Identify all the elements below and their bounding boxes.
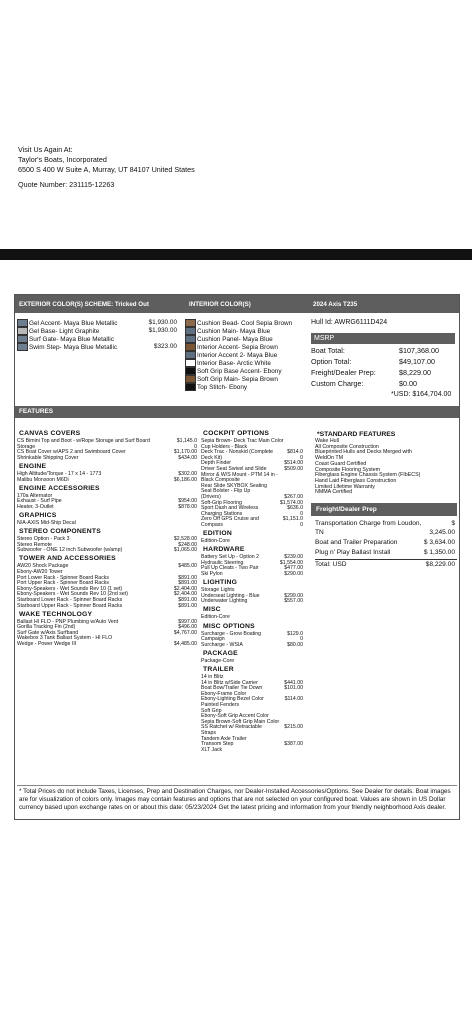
feature-item: Charging Stations — [201, 510, 243, 517]
feature-item-price: 0 — [300, 522, 303, 528]
feature-item: Hydraulic Steering — [201, 559, 244, 566]
color-swatch — [185, 383, 196, 391]
feature-item: Stereo Option - Pack 3 — [17, 536, 70, 542]
feature-item: (Drivers) — [201, 494, 221, 500]
exterior-color-price: $1,930.00 — [148, 327, 177, 334]
feature-item-price: $1,574.00 — [279, 499, 303, 506]
freight-row-label: Plug n' Play Ballast Install — [315, 549, 391, 556]
feature-item: AW20 Shock Package — [17, 563, 69, 570]
feature-item-price: $114.00 — [284, 696, 303, 703]
dealer-address: 6500 S 400 W Suite A, Murray, UT 84107 United States — [18, 165, 195, 174]
feature-item-price: $101.00 — [284, 685, 303, 692]
feature-section-title: LIGHTING — [203, 579, 238, 587]
exterior-color-price: $323.00 — [153, 343, 177, 350]
feature-item: CS Boat Cover w/APS 2 and Swimboard Cover — [17, 449, 126, 456]
header-bar — [15, 295, 459, 313]
feature-item: Tandem Axle Trailer — [201, 735, 247, 742]
feature-section-title: ENGINE ACCESSORIES — [19, 484, 100, 492]
dealer-address-block — [18, 145, 195, 175]
feature-section-title: COCKPIT OPTIONS — [203, 430, 270, 437]
feature-section-title: GRAPHICS — [19, 511, 57, 519]
feature-item: Mirror & W/S Mount - PTM 14 in - — [201, 471, 278, 478]
features-bar: FEATURES — [15, 406, 459, 418]
feature-item-price: $636.0 — [287, 505, 303, 512]
feature-item-price: $2,528.00 — [173, 536, 197, 542]
feature-item: SS Ratchet w/ Retractable — [201, 724, 262, 731]
standard-feature-item: Coast Guard Certified — [315, 460, 367, 467]
freight-total-label: Total: USD — [315, 561, 347, 568]
interior-color-label: Cushion Bead- Cool Sepia Brown — [197, 320, 293, 327]
hull-id: Hull Id: AWRG6111D424 — [311, 319, 388, 326]
feature-item: Ebony-Lighting Bezel Color — [201, 696, 264, 703]
feature-item: 170a Alternator — [17, 492, 53, 499]
disclaimer: * Total Prices do not include Taxes, Licenses, Prep and Destination Charges, nor Dealer-Installed Accessories/Options. See Dealer for details. Boat images are for visualization of colors only. Images may contain features and options that are not selected on your configured boat. Values are shown in US Dollar currency based upon exchange rates on or about this date: 05/23/2024 Get the latest pricing and information from your friendly neighborhood Axis dealer. — [17, 785, 457, 813]
feature-item: Depth Finder — [201, 460, 231, 467]
feature-item-price: $441.00 — [284, 679, 303, 686]
feature-item-price: 0 — [194, 443, 197, 450]
feature-item: Surcharge - Grow Boating — [201, 630, 261, 637]
feature-section-title: STEREO COMPONENTS — [19, 528, 101, 535]
exterior-color-label: Gel Accent- Maya Blue Metallic — [29, 320, 118, 327]
feature-item: Edition-Core — [201, 614, 230, 621]
feature-item: Surf Gate w/Axis Surfband — [17, 629, 79, 636]
price-row — [311, 346, 455, 356]
freight-row-value: $ 3,634.00 — [423, 539, 455, 546]
feature-item: Boat Bow/Trailer Tie Down — [201, 685, 263, 692]
model-title: 2024 Axis T235 — [313, 301, 358, 308]
feature-item: Transom Step — [201, 741, 234, 748]
visit-label: Visit Us Again At: — [18, 145, 73, 154]
feature-item: Wakebox 3 Tank Ballast System - HI FLO — [17, 635, 113, 642]
freight-row-label: Transportation Charge from Loudon, — [315, 520, 422, 527]
interior-color-label: Cushion Panel- Maya Blue — [197, 336, 273, 343]
feature-item-price: $267.00 — [284, 494, 303, 500]
feature-item-price: $299.00 — [284, 592, 303, 599]
feature-item: Heater, 3-Outlet — [17, 503, 54, 510]
exterior-color-row — [17, 343, 117, 352]
exterior-color-label: Surf Gate- Maya Blue Metallic — [29, 336, 114, 343]
price-label: Freight/Dealer Prep: — [311, 368, 376, 377]
exterior-color-price: $1,930.00 — [148, 319, 177, 326]
dealer-info — [0, 0, 472, 232]
feature-item-price: 0 — [300, 510, 303, 517]
feature-item: Ebony-Frame Color — [201, 690, 247, 697]
price-label: Option Total: — [311, 357, 352, 366]
freight-row-value: 3,245.00 — [429, 529, 455, 536]
feature-item: Cup Holders - Black — [201, 443, 248, 450]
feature-item-price: $557.00 — [284, 598, 303, 605]
feature-item-price: $215.00 — [284, 724, 303, 731]
feature-item: CS Bimini Top and Boot - w/Rope Storage and Surf Board — [17, 438, 150, 444]
feature-item-price: $248.00 — [178, 541, 197, 548]
feature-item: Exhaust - Surf Pipe — [17, 498, 62, 505]
feature-item: Surcharge - WSIA — [201, 641, 243, 648]
feature-item: Pull Up Cleats - Two Pair — [201, 565, 259, 572]
feature-item-price: $1,065.00 — [173, 547, 197, 554]
freight-row-label: Boat and Trailer Preparation — [315, 539, 398, 546]
feature-section-title: MISC OPTIONS — [203, 622, 255, 630]
feature-item-price: $485.00 — [178, 563, 197, 570]
interior-color-label: Top Stitch- Ebony — [197, 384, 248, 391]
feature-item-price: $2,404.00 — [173, 585, 197, 592]
interior-color-label: Interior Base- Arctic White — [197, 360, 271, 367]
feature-item: Black Composite — [201, 477, 240, 484]
standard-feature-item: Limited Lifetime Warranty — [315, 483, 375, 490]
feature-item-price: $878.00 — [178, 503, 197, 510]
feature-item-price: $80.00 — [287, 641, 303, 648]
quote-number: Quote Number: 231115-12263 — [18, 180, 115, 189]
feature-item-price: $129.0 — [287, 630, 303, 637]
feature-item: Storage — [17, 443, 36, 450]
feature-item: Ebony-Speakers - Wet Sounds Rev 10 (1 set) — [17, 585, 123, 592]
feature-item: Ballast HI FLO - PNP Plumbing w/Auto Vent — [17, 618, 119, 625]
feature-item-price: $891.00 — [178, 602, 197, 609]
feature-item: Rear Slide SKYBOX Seating — [201, 482, 268, 489]
interior-color-label: Soft Grip Main- Sepia Brown — [197, 376, 278, 383]
freight-divider — [315, 559, 457, 560]
feature-item: Stereo Remote — [17, 541, 52, 548]
feature-item: XLT Jack — [201, 746, 223, 753]
feature-item-price: $2,404.00 — [173, 591, 197, 598]
feature-section-title: HARDWARE — [203, 546, 245, 554]
feature-item-price: $891.00 — [178, 580, 197, 587]
feature-item: Driver Seat Swivel and Slide — [201, 466, 267, 472]
feature-item: Ski Pylon — [201, 571, 223, 577]
standard-features-title: *STANDARD FEATURES — [317, 431, 396, 438]
price-value: $0.00 — [399, 379, 417, 388]
standard-feature-item: Hand Laid Fiberglass Construction — [315, 477, 397, 484]
feature-item: Sport Dash and Wireless — [201, 505, 259, 512]
feature-item: Seat Bolster - Flip Up — [201, 488, 251, 495]
price-row — [311, 379, 455, 389]
divider-band — [0, 249, 472, 260]
price-label: Boat Total: — [311, 346, 345, 355]
feature-item-price: $302.00 — [178, 470, 197, 477]
feature-item: Zero Off GPS Cruise and — [201, 516, 259, 523]
color-swatch — [17, 343, 28, 351]
feature-item-price: $239.00 — [284, 554, 303, 561]
freight-row — [315, 520, 457, 527]
freight-row-value: $ — [451, 520, 455, 527]
feature-item-price: $496.00 — [178, 624, 197, 631]
price-row — [311, 357, 455, 367]
interior-color-row — [185, 383, 247, 392]
feature-item: Shrinkable Shipping Cover — [17, 454, 79, 461]
freight-row — [315, 539, 457, 546]
feature-item: Sepia Brown-Soft Grip Main Color — [201, 718, 280, 725]
feature-item: Underwater Lighting — [201, 598, 248, 605]
feature-section-title: TOWER AND ACCESSORIES — [19, 555, 116, 563]
standard-feature-item: Fiberglass Engine Chassis System (FIbECS) — [315, 472, 421, 479]
feature-section-title: CANVAS COVERS — [19, 430, 81, 437]
interior-color-label: Interior Accent- Sepia Brown — [197, 344, 278, 351]
feature-item: Soft Grip — [201, 707, 222, 714]
price-label: Custom Charge: — [311, 379, 364, 388]
feature-item-price: $4,485.00 — [173, 641, 197, 647]
interior-title: INTERIOR COLOR(S) — [189, 301, 251, 308]
feature-item: Starboard Lower Rack - Spinner Board Racks — [17, 596, 123, 603]
feature-item-price: 0 — [300, 454, 303, 461]
feature-item: Gorilla Tracking Fin (2nd) — [17, 624, 76, 631]
feature-item: Compass — [201, 522, 223, 528]
feature-item: Ebony-AW20 Tower — [17, 568, 63, 575]
feature-item-price: $434.00 — [178, 454, 197, 461]
feature-item: Sepia Brown- Deck Trac Main Color — [201, 438, 284, 444]
exterior-title: EXTERIOR COLOR(S) SCHEME: Tricked Out — [19, 301, 149, 308]
feature-item: Underseat Lighting - Blue — [201, 592, 260, 599]
feature-item-price: $814.0 — [287, 449, 303, 456]
standard-feature-item: WeldOn TM — [315, 455, 344, 462]
standard-feature-item: Wake Hull — [315, 438, 339, 444]
exterior-color-label: Gel Base- Light Graphite — [29, 328, 100, 335]
feature-item: Soft-Grip Flooring — [201, 499, 242, 506]
freight-row — [315, 549, 457, 556]
freight-total — [315, 561, 457, 568]
feature-item-price: $891.00 — [178, 574, 197, 581]
standard-feature-item: All Composite Construction — [315, 443, 379, 450]
feature-item-price: $1,170.00 — [173, 449, 197, 456]
feature-item: 14 in Blitz — [201, 673, 224, 680]
freight-row-label: TN — [315, 529, 324, 536]
feature-item: Subwoofer - ONE 12 inch Subwoofer (w/amp) — [17, 547, 123, 554]
freight-title: Freight/Dealer Prep — [311, 503, 457, 516]
standard-feature-item: NMMA Certified — [315, 489, 353, 496]
feature-item-price: $514.00 — [284, 460, 303, 467]
feature-section-title: WAKE TECHNOLOGY — [19, 610, 93, 618]
feature-item: Port Upper Rack - Spinner Board Racks — [17, 580, 109, 587]
feature-item: Starboard Upper Rack - Spinner Board Racks — [17, 602, 123, 609]
interior-color-label: Interior Accent 2- Maya Blue — [197, 352, 278, 359]
msrp-label: MSRP — [311, 333, 455, 344]
feature-item-price: $997.00 — [178, 618, 197, 625]
price-row — [311, 368, 455, 378]
price-value: $49,107.00 — [399, 357, 435, 366]
feature-item-price: $509.00 — [284, 466, 303, 472]
feature-item-price: $1,554.00 — [279, 559, 303, 566]
feature-item-price: 0 — [300, 636, 303, 643]
feature-section-title: EDITION — [203, 530, 232, 538]
feature-item: Deck Kit) — [201, 454, 223, 461]
feature-item: Ebony-Speakers - Wet Sounds Rev 10 (2nd set) — [17, 591, 128, 598]
feature-item: N/A-AXIS Mid-Ship Decal — [17, 519, 76, 526]
feature-item-price: $4,767.00 — [173, 629, 197, 636]
feature-item: 14 in Blitz w/Side Carrier — [201, 679, 258, 686]
feature-item: Battery Set Up - Option 2 — [201, 554, 259, 561]
feature-item-price: $6,186.00 — [173, 476, 197, 483]
price-value: $107,368.00 — [399, 346, 439, 355]
interior-color-label: Soft Grip Base Accent- Ebony — [197, 368, 282, 375]
feature-item: Ebony-Soft Grip Accent Color — [201, 713, 269, 720]
feature-section-title: MISC — [203, 606, 221, 614]
feature-item: Port Lower Rack - Spinner Board Racks — [17, 574, 109, 581]
usd-total: *USD: $164,704.00 — [391, 391, 452, 398]
feature-item: Straps — [201, 729, 216, 736]
feature-item-price: $290.00 — [284, 571, 303, 577]
feature-item: Wedge - Power Wedge III — [17, 641, 77, 647]
feature-item: Deck Trac - Nonskid (Complete — [201, 449, 274, 456]
interior-color-label: Cushion Main- Maya Blue — [197, 328, 271, 335]
dealer-name: Taylor's Boats, Incorporated — [18, 155, 107, 164]
feature-item: Edition-Core — [201, 538, 230, 545]
feature-section-title: TRAILER — [203, 665, 234, 673]
standard-feature-item: Composite Flooring System — [315, 466, 381, 473]
feature-item: Malibu Monsoon M6Di — [17, 476, 69, 483]
freight-row-value: $ 1,350.00 — [423, 549, 455, 556]
feature-item: Package-Core — [201, 657, 235, 664]
freight-total-value: $8,229.00 — [425, 561, 455, 568]
price-value: $8,229.00 — [399, 368, 431, 377]
feature-item: High Altitude/Torque - 17 x 14 - 1773 — [17, 470, 102, 477]
feature-item-price: $477.00 — [284, 565, 303, 572]
feature-item-price: $387.00 — [284, 741, 303, 748]
exterior-color-label: Swim Step- Maya Blue Metallic — [29, 344, 118, 351]
feature-item: Storage Lights — [201, 587, 235, 594]
feature-item: Campaign — [201, 636, 225, 643]
feature-section-title: PACKAGE — [203, 649, 238, 657]
build-sheet — [14, 294, 460, 820]
feature-item-price: $891.00 — [178, 596, 197, 603]
freight-row — [315, 529, 457, 536]
feature-item-price: $954.00 — [178, 498, 197, 505]
standard-feature-item: Blueprinted Hulls and Decks Merged with — [315, 449, 412, 456]
feature-item: Painted Fenders — [201, 701, 240, 708]
feature-item-price: $1,145.0 — [176, 438, 197, 444]
feature-item-price: $1,151.0 — [282, 516, 303, 523]
feature-section-title: ENGINE — [19, 462, 47, 470]
